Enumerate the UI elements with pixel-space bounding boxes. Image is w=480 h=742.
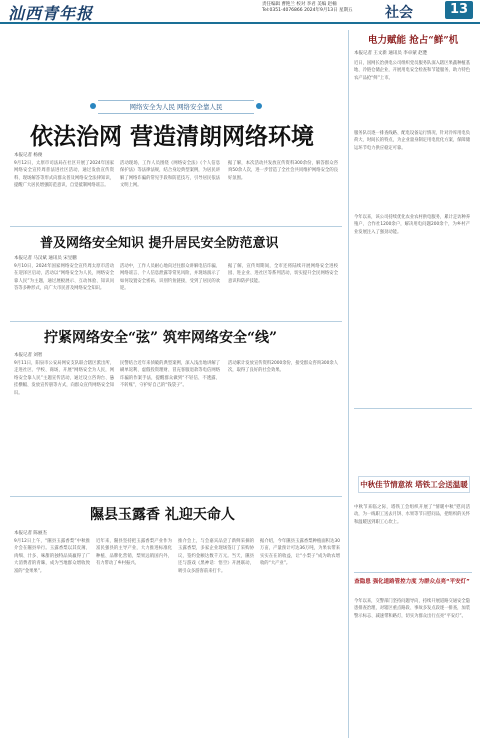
article-4-paragraph: 9月12日上午，“隰县玉露香梨”中秋推介会在隰县举行。玉露香梨以其皮薄、肉细、汁多、味甜的独特品质赢得了广大消费者的青睐，成为当地群众增收致富的“金果果”。 [14, 539, 90, 574]
banner-dot-icon [90, 103, 96, 109]
article-2-headline: 普及网络安全知识 提升居民安全防范意识 [40, 236, 279, 251]
article-4-paragraph: 近年来，隰县坚持把玉露香梨产业作为富民强县的主导产业，大力推进标准化种植、品牌化营销，梨果远销国内外，有力带动了乡村振兴。 [96, 539, 172, 567]
section-rule [354, 408, 472, 409]
article-2-paragraph: 据了解，宣传周期间，全市还将陆续开展网络安全进校园、进企业、进社区等系列活动，切实提升全民网络安全意识和防护技能。 [228, 264, 338, 284]
article-4-paragraph: 据介绍，今年隰县玉露香梨种植面积达30万亩，产量预计可达36万吨，为果农带来实实在在的收益，让“小梨子”成为助农增收的“大产业”。 [260, 539, 340, 567]
section-rule [10, 496, 342, 497]
main-paragraph: 据了解，本次活动共发放宣传资料300余份，解答群众咨询50余人次，进一步营造了全社会共同维护网络安全的良好氛围。 [228, 161, 338, 181]
main-paragraph: 活动现场，工作人员围绕《网络安全法》《个人信息保护法》等法律法规，结合身边典型案例，为居民讲解了网络诈骗的常见手段和防范技巧，引导居民依法文明上网。 [120, 161, 220, 189]
article-2-byline: 本报记者 马汉斌 通讯员 宋昱鹏 [14, 256, 77, 261]
editor-line: 责任编辑 曹艳兰 校对 李君 美编 赵楠 [262, 2, 337, 7]
section-rule [10, 321, 342, 322]
newspaper-logo: 汕西青年报 [8, 4, 94, 23]
theme-banner: 网络安全为人民 网络安全靠人民 [98, 100, 254, 114]
main-paragraph: 9月12日，太原市司法局在社区开展了2024年国家网络安全宣传周普法进社区活动，通过发放宣传资料、现场解答等形式向群众普及网络安全法律知识，提醒广大居民增强防范意识，自觉抵制网络谣言。 [14, 161, 114, 189]
article-3-headline: 拧紧网络安全“弦” 筑牢网络安全“线” [44, 330, 278, 346]
side-3-paragraph: 今年以来，交警部门坚持问题导向，持续开展道路交通安全隐患排查治理，对辖区重点路段、事故多发点段逐一排查，加装警示标志、减速带和路灯，切实为群众出行点亮“平安灯”。 [354, 599, 470, 619]
article-4-paragraph: 推介会上，与会嘉宾品尝了新鲜采摘的玉露香梨，多家企业现场签订了采购协议，签约金额达数千万元。当天，隰县还与游戏《黑神话：悟空》开展联动，吸引众多游客前来打卡。 [178, 539, 254, 574]
main-byline: 本报记者 杨俊 [14, 153, 43, 158]
article-4-headline: 隰县玉露香 礼迎天命人 [90, 507, 235, 523]
section-rule [354, 572, 472, 573]
article-3-paragraph: 活动累计发放宣传资料2000余份，接受群众咨询300余人次，取得了良好的社会效果。 [228, 361, 338, 374]
article-2-paragraph: 9月10日，2024年国家网络安全宣传周太原市活动在迎泽区启动，活动以“网络安全为人民，网络安全靠人民”为主题，通过展板展示、互动体验、知识问答等多种形式，向广大市民普及网络安全知识。 [14, 264, 114, 292]
masthead [0, 0, 480, 24]
side-2-headline: 中秋佳节情意浓 塔铁工会送温暖 [358, 476, 470, 493]
article-3-paragraph: 9月11日，阳泉市公安局网安支队联合辖区派出所，走进社区、学校、商场，开展“网络安全为人民，网络安全靠人民”主题宣传活动，通过设立咨询台、悬挂横幅、发放宣传册等方式，向群众宣传网络安全知识。 [14, 361, 114, 396]
article-3-paragraph: 民警结合近年来侦破的典型案例，深入浅出地讲解了刷单返利、虚假投资理财、冒充客服退款等电信网络诈骗的作案手法，提醒群众做到“不轻信、不透露、不转账”，守护好自己的“钱袋子”。 [120, 361, 220, 389]
section-rule [10, 226, 342, 227]
header-meta [262, 2, 372, 14]
side-2-paragraph: 中秋节来临之际，塔铁工会组织开展了“情暖中秋”慰问活动，为一线职工送去月饼、水果等节日慰问品，把组织的关怀和温暖送到职工心坎上。 [354, 505, 470, 525]
article-2-paragraph: 活动中，工作人员耐心地向过往群众讲解电信诈骗、网络谣言、个人信息泄露等常见风险，并现场演示了如何设置安全密码、识别钓鱼链接，受到了居民的欢迎。 [120, 264, 220, 292]
section-title: 社会 [385, 5, 413, 21]
date-line: Tel:0351-4076866 2024年9月13日 星期五 [262, 8, 353, 13]
side-1-paragraph: 服务队员逐一排查线路、配电设备运行情况，针对冷库用电负荷大、时间长的特点，为企业量身制定用电优化方案，保障储运环节电力供应稳定可靠。 [354, 131, 470, 151]
page-number-badge: 13 [445, 1, 473, 19]
side-3-headline: 查隐患 强化道路管控力度 为群众点亮“平安灯” [354, 579, 470, 585]
main-headline: 依法治网 营造清朗网络环境 [30, 123, 315, 150]
article-3-byline: 本报记者 刘智 [14, 353, 43, 358]
side-1-byline: 本报记者 王文新 通讯员 李卓蒙 赵楚 [354, 51, 428, 56]
side-1-paragraph: 近日，国网长治供电公司组织党员服务队深入辖区果蔬种植基地、冷链仓储企业，开展用电安全检查和节能服务，助力特色农产品抢“鲜”上市。 [354, 61, 470, 81]
column-divider [348, 30, 349, 738]
article-4-byline: 本报记者 陈丽杰 [14, 531, 47, 536]
banner-dot-icon [256, 103, 262, 109]
side-1-headline: 电力赋能 抢占“鲜”机 [368, 35, 459, 46]
side-1-paragraph: 今年以来，该公司持续优化农业农村供电服务，累计走访种养殖户、合作社1200余户，解决用电问题200余个，为乡村产业发展注入了强劲动能。 [354, 215, 470, 235]
